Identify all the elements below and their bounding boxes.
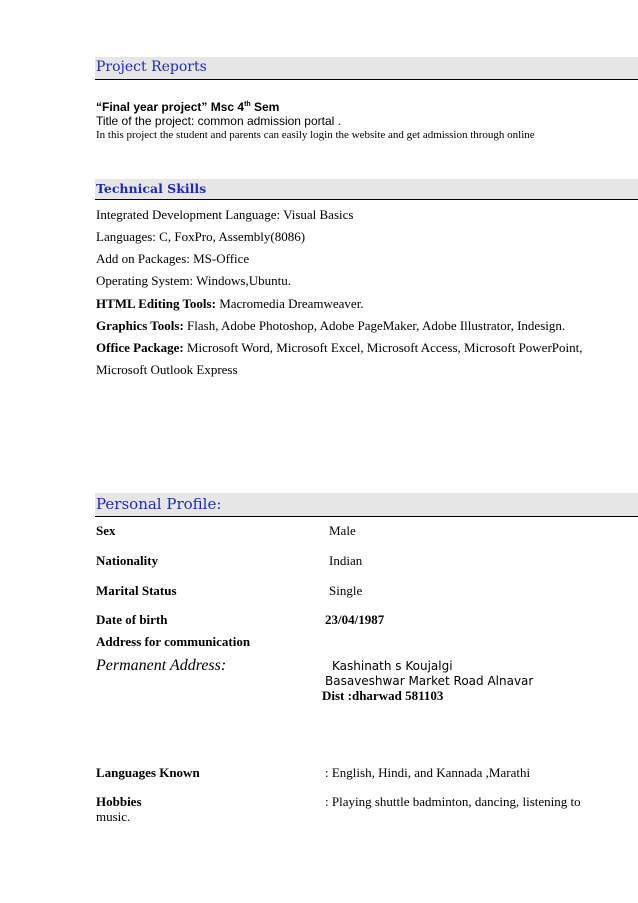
skill-office-package: Office Package: Microsoft Word, Microsoft Excel, Microsoft Access, Microsoft PowerPoint, (96, 340, 583, 355)
section-header-technical-skills (95, 179, 638, 200)
address-line-1: Kashinath s Koujalgi (332, 659, 453, 673)
hobbies-value: : Playing shuttle badminton, dancing, listening to (325, 794, 581, 809)
skill-languages: Languages: C, FoxPro, Assembly(8086) (96, 229, 306, 244)
address-line-2: Basaveshwar Market Road Alnavar (325, 674, 534, 688)
marital-label: Marital Status (96, 583, 177, 598)
skill-office-package-cont: Microsoft Outlook Express (96, 362, 238, 377)
address-communication-label: Address for communication (96, 634, 251, 649)
section-title: Personal Profile: (96, 495, 222, 513)
languages-known-value: : English, Hindi, and Kannada ,Marathi (325, 765, 531, 780)
skill-os: Operating System: Windows,Ubuntu. (96, 273, 291, 288)
nationality-value: Indian (329, 553, 363, 568)
project-title-line: “Final year project” Msc 4th Sem (96, 100, 280, 114)
permanent-address-label: Permanent Address: (96, 657, 227, 674)
dob-label: Date of birth (96, 612, 168, 627)
nationality-label: Nationality (96, 553, 159, 568)
hobbies-label: Hobbies (96, 794, 142, 809)
skill-html-tools: HTML Editing Tools: Macromedia Dreamweaver. (96, 296, 364, 311)
languages-known-label: Languages Known (96, 765, 200, 780)
skill-addon: Add on Packages: MS-Office (96, 251, 250, 266)
sex-value: Male (329, 523, 356, 538)
sex-label: Sex (96, 523, 116, 538)
project-description: In this project the student and parents can easily login the website and get admission through online (96, 129, 535, 141)
project-name: Title of the project: common admission portal . (96, 114, 341, 128)
address-line-3: Dist :dharwad 581103 (322, 688, 444, 703)
skill-ide: Integrated Development Language: Visual Basics (96, 207, 354, 222)
section-header-project-reports (95, 57, 638, 80)
section-header-personal-profile (95, 493, 638, 517)
marital-value: Single (329, 583, 363, 598)
hobbies-value-cont: music. (96, 809, 131, 824)
dob-value: 23/04/1987 (325, 612, 385, 627)
skill-graphics-tools: Graphics Tools: Flash, Adobe Photoshop, Adobe PageMaker, Adobe Illustrator, Indesign. (96, 318, 566, 333)
section-title: Technical Skills (96, 181, 207, 196)
section-title: Project Reports (96, 59, 207, 75)
